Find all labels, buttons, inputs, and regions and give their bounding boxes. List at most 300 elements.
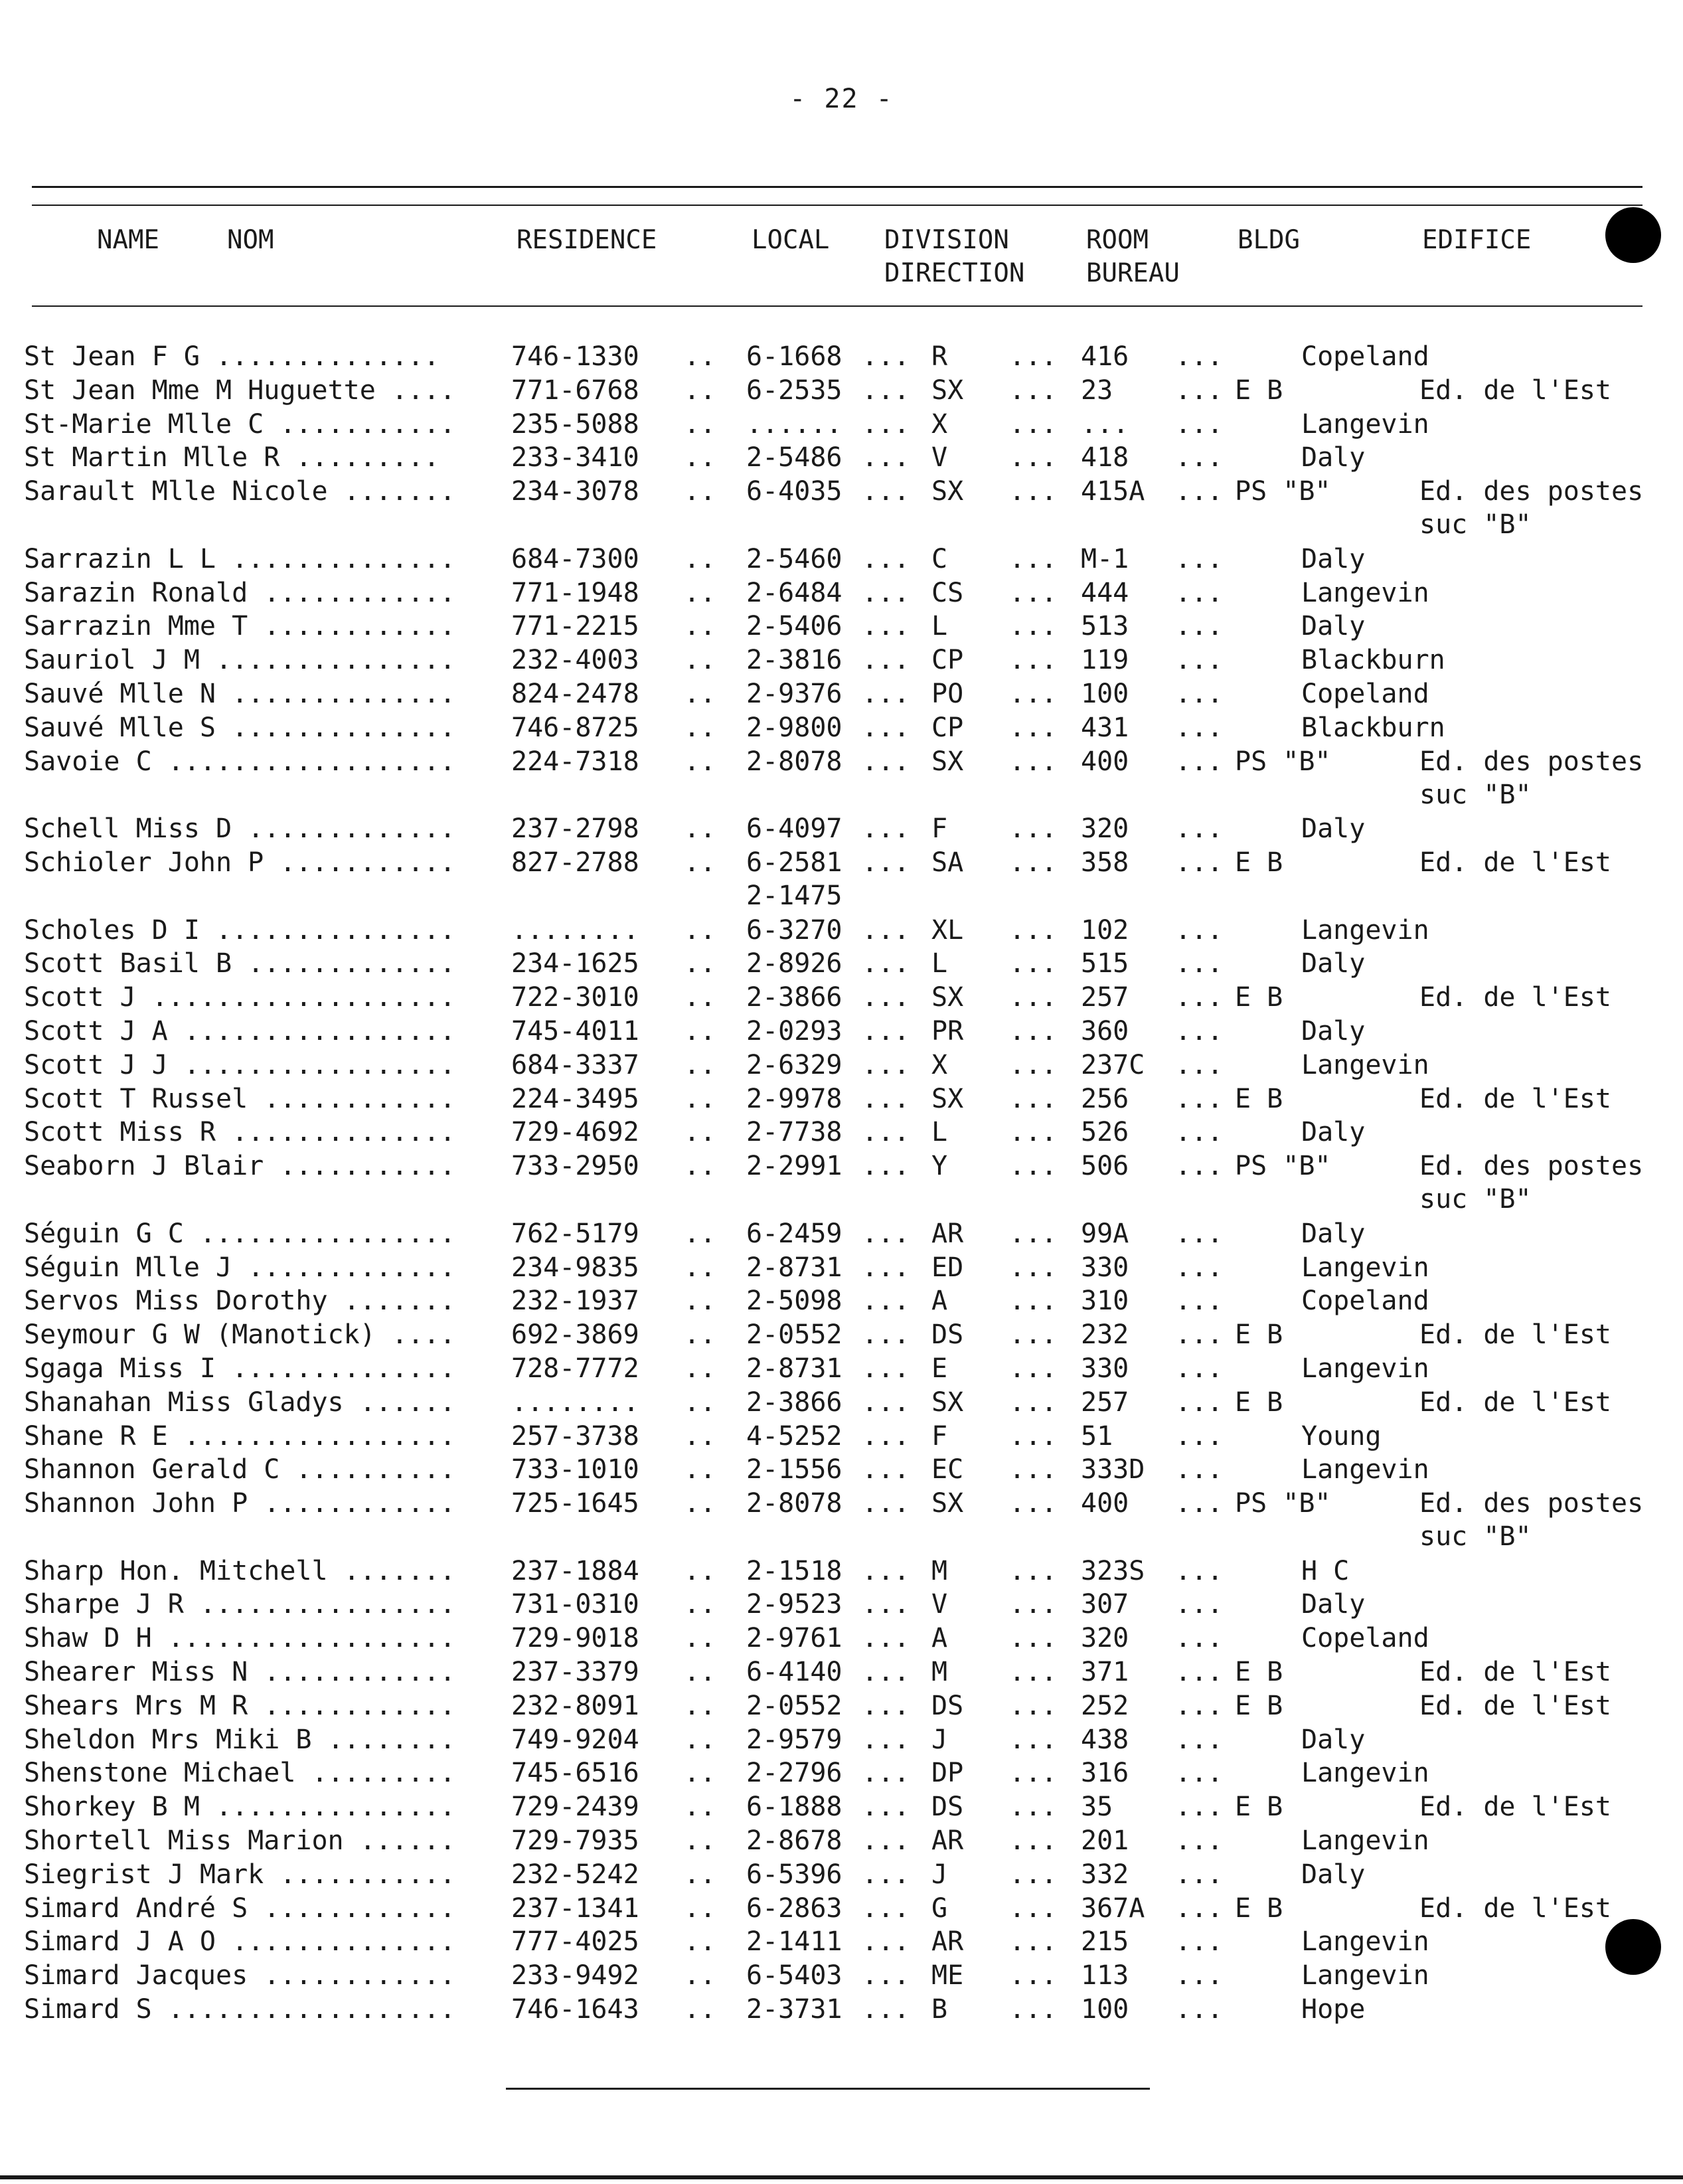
entry-name-text: Simard André S ............ — [24, 1892, 456, 1924]
entry-local — [746, 374, 842, 407]
entry-bldg — [1235, 846, 1283, 879]
entry-name-text: Sarrazin Mme T ............ — [24, 611, 456, 642]
leader-dots: ... — [1009, 1825, 1058, 1857]
entry-edifice-text: Daly — [1301, 1859, 1366, 1890]
entry-residence-text: 746-1643 — [511, 1994, 639, 2025]
leader-dots: ... — [1175, 577, 1224, 608]
entry-room — [1081, 1655, 1129, 1689]
entry-room-text: 431 — [1081, 712, 1129, 743]
entry-bldg-text: E B — [1235, 1892, 1283, 1924]
entry-local — [746, 643, 842, 677]
entry-division — [931, 1622, 947, 1655]
entry-residence-text: 232-4003 — [511, 645, 639, 676]
entry-name-text: Scott J A ................. — [24, 1015, 456, 1047]
entry-local-text: 6-2863 — [746, 1892, 842, 1924]
entry-division — [931, 677, 963, 711]
entry-local-text: 2-5460 — [746, 543, 842, 574]
entry-division — [931, 1554, 947, 1588]
entry-edifice-text: Langevin — [1301, 1353, 1429, 1384]
entry-division-text: SX — [931, 476, 964, 507]
entry-room — [1081, 1149, 1129, 1183]
entry-division — [931, 543, 947, 576]
entry-residence — [511, 1049, 639, 1082]
directory-row — [0, 1282, 1683, 1315]
entry-edifice-text: Blackburn — [1301, 645, 1445, 676]
entry-residence-text: 728-7772 — [511, 1353, 639, 1384]
entry-local-text: 2-9523 — [746, 1589, 842, 1620]
entry-name — [24, 1790, 475, 1823]
leader-dots: ... — [862, 341, 910, 372]
entry-room-text: 400 — [1081, 1488, 1129, 1519]
leader-dots: ... — [1009, 611, 1058, 642]
entry-residence-text: 745-6516 — [511, 1758, 639, 1789]
leader-dots: ... — [1009, 1319, 1058, 1351]
entry-residence-text: 234-1625 — [511, 948, 639, 979]
leader-dots: .. — [684, 1454, 716, 1485]
leader-dots: ... — [1175, 1892, 1224, 1924]
entry-residence-text: 233-3410 — [511, 442, 639, 473]
header-residence: RESIDENCE — [517, 225, 657, 255]
entry-name — [24, 1892, 475, 1925]
entry-division-text: SX — [931, 375, 964, 406]
entry-name — [24, 441, 475, 474]
entry-division — [931, 846, 963, 879]
entry-name — [24, 1959, 475, 1992]
leader-dots: .. — [684, 1555, 716, 1586]
entry-residence — [511, 1554, 639, 1588]
entry-local — [746, 475, 842, 508]
entry-edifice — [1301, 610, 1365, 643]
entry-name-text: Seaborn J Blair ........... — [24, 1151, 456, 1182]
entry-residence-text: 237-1341 — [511, 1892, 639, 1924]
header-bldg: BLDG — [1238, 225, 1300, 255]
entry-local — [746, 1554, 842, 1588]
directory-row — [0, 1821, 1683, 1855]
entry-residence-text: 771-1948 — [511, 577, 639, 608]
entry-division — [931, 1217, 963, 1250]
header-rule-bottom — [32, 305, 1643, 307]
entry-edifice-text: Daly — [1301, 1724, 1366, 1755]
entry-division-text: A — [931, 1286, 948, 1317]
entry-local-text: 6-1668 — [746, 341, 842, 372]
entry-edifice — [1301, 711, 1445, 744]
entry-division — [931, 1756, 963, 1790]
leader-dots: ... — [1175, 813, 1224, 845]
leader-dots: ... — [1009, 1892, 1058, 1924]
directory-row — [0, 1721, 1683, 1754]
entry-edifice-text: Daly — [1301, 543, 1366, 574]
entry-room — [1081, 1858, 1129, 1891]
entry-local-text: 2-9978 — [746, 1083, 842, 1114]
leader-dots: ... — [1009, 1792, 1058, 1823]
entry-edifice-text: Ed. de l'Est — [1419, 1690, 1611, 1721]
entry-residence — [511, 441, 639, 474]
entry-room — [1081, 1790, 1113, 1823]
entry-residence-text: 824-2478 — [511, 678, 639, 709]
entry-local — [746, 1116, 842, 1149]
entry-room — [1081, 543, 1129, 576]
entry-residence-text: 237-1884 — [511, 1555, 639, 1586]
leader-dots: .. — [684, 982, 716, 1013]
leader-dots: ... — [1175, 375, 1224, 406]
leader-dots: .. — [684, 611, 716, 642]
entry-residence — [511, 1453, 639, 1486]
entry-edifice-text: Langevin — [1301, 1960, 1429, 1991]
leader-dots: ... — [1009, 1488, 1058, 1519]
entry-residence — [511, 1015, 639, 1048]
entry-local-text: 6-2535 — [746, 375, 842, 406]
entry-residence — [511, 1689, 639, 1722]
leader-dots: ... — [862, 1589, 910, 1620]
directory-row — [0, 1585, 1683, 1619]
entry-name-text: Scholes D I ............... — [24, 914, 456, 946]
leader-dots: ... — [1175, 1151, 1224, 1182]
entry-edifice — [1301, 947, 1365, 980]
entry-local — [746, 1959, 842, 1992]
entry-division-text: SX — [931, 1488, 964, 1519]
entry-name-text: Simard J A O .............. — [24, 1926, 456, 1958]
entry-edifice-text: Ed. des postes — [1419, 476, 1644, 507]
entry-bldg-text: E B — [1235, 1690, 1283, 1721]
entry-local — [746, 1386, 842, 1419]
entry-local — [746, 1993, 842, 2026]
entry-name-text: Scott Miss R .............. — [24, 1117, 456, 1148]
entry-room-text: 256 — [1081, 1083, 1129, 1114]
directory-row — [0, 1653, 1683, 1687]
leader-dots: ... — [1175, 914, 1224, 946]
leader-dots: ... — [862, 408, 910, 440]
entry-bldg-text: E B — [1235, 1657, 1283, 1688]
entry-edifice-secondary: suc "B" — [1419, 779, 1532, 810]
entry-division-text: SA — [931, 847, 964, 878]
entry-edifice — [1301, 1959, 1429, 1992]
entry-name — [24, 1689, 475, 1722]
leader-dots: ... — [1175, 442, 1224, 473]
entry-edifice-text: Ed. des postes — [1419, 1151, 1644, 1182]
entry-local — [746, 1251, 842, 1284]
entry-residence — [511, 1790, 639, 1823]
entry-local-text: 2-6329 — [746, 1049, 842, 1080]
entry-room — [1081, 475, 1145, 508]
leader-dots: ... — [862, 1117, 910, 1148]
entry-edifice-secondary: suc "B" — [1419, 1521, 1532, 1553]
entry-room-text: ... — [1081, 408, 1129, 440]
entry-edifice-text: Langevin — [1301, 1758, 1429, 1789]
entry-name — [24, 1723, 475, 1756]
leader-dots: .. — [684, 1589, 716, 1620]
entry-division-text: Y — [931, 1151, 948, 1182]
leader-dots: ... — [1175, 1319, 1224, 1351]
leader-dots: .. — [684, 1825, 716, 1857]
entry-edifice-text: Copeland — [1301, 1286, 1429, 1317]
entry-name — [24, 1015, 475, 1048]
entry-room-text: 513 — [1081, 611, 1129, 642]
entry-bldg-text: PS "B" — [1235, 1151, 1331, 1182]
leader-dots: .. — [684, 408, 716, 440]
entry-residence — [511, 1082, 639, 1116]
entry-division-text: V — [931, 1589, 948, 1620]
entry-room — [1081, 1824, 1129, 1857]
entry-edifice — [1301, 408, 1429, 441]
leader-dots: ... — [862, 1386, 910, 1418]
entry-room — [1081, 1487, 1129, 1520]
leader-dots: .. — [684, 1252, 716, 1283]
leader-dots: ... — [1009, 1859, 1058, 1890]
entry-edifice-text: Daly — [1301, 1218, 1366, 1249]
entry-local — [746, 1217, 842, 1250]
entry-room — [1081, 1588, 1129, 1621]
entry-name — [24, 1993, 475, 2026]
entry-room — [1081, 441, 1129, 474]
entry-local-secondary: 2-1475 — [746, 880, 842, 911]
entry-local — [746, 1892, 842, 1925]
entry-local — [746, 677, 842, 711]
punch-hole-top — [1605, 207, 1661, 263]
entry-name — [24, 1116, 475, 1149]
entry-name-text: Seymour G W (Manotick) .... — [24, 1319, 456, 1351]
entry-room-text: 418 — [1081, 442, 1129, 473]
entry-bldg — [1235, 745, 1331, 778]
leader-dots: .. — [684, 375, 716, 406]
entry-division-text: A — [931, 1623, 948, 1654]
leader-dots: ... — [1009, 1926, 1058, 1958]
leader-dots: ... — [862, 1657, 910, 1688]
leader-dots: ... — [862, 611, 910, 642]
entry-local — [746, 610, 842, 643]
entry-room — [1081, 610, 1129, 643]
leader-dots: ... — [1175, 1286, 1224, 1317]
entry-room — [1081, 1049, 1145, 1082]
entry-division — [931, 1318, 963, 1351]
leader-dots: ... — [862, 982, 910, 1013]
entry-division-text: ME — [931, 1960, 964, 1991]
entry-division-text: X — [931, 1049, 948, 1080]
top-rule — [32, 186, 1643, 188]
entry-room-text: 444 — [1081, 577, 1129, 608]
entry-local-text: 6-4035 — [746, 476, 842, 507]
entry-residence — [511, 1487, 639, 1520]
entry-division — [931, 1824, 963, 1857]
header-local: LOCAL — [752, 225, 830, 255]
leader-dots: ... — [1175, 1859, 1224, 1890]
entry-edifice — [1301, 812, 1365, 845]
entry-name-text: Shannon John P ............ — [24, 1488, 456, 1519]
entry-name-text: St-Marie Mlle C ........... — [24, 408, 456, 440]
entry-division — [931, 576, 963, 610]
directory-row — [0, 1248, 1683, 1282]
entry-residence — [511, 1284, 639, 1317]
entry-residence — [511, 1251, 639, 1284]
entry-local — [746, 914, 842, 947]
entry-edifice — [1301, 1284, 1429, 1317]
entry-name-text: Shanahan Miss Gladys ...... — [24, 1386, 456, 1418]
entry-edifice-text: Daly — [1301, 1117, 1366, 1148]
entry-local — [746, 981, 842, 1014]
entry-residence-text: 749-9204 — [511, 1724, 639, 1755]
leader-dots: ... — [1009, 1151, 1058, 1182]
entry-edifice — [1301, 576, 1429, 610]
header-bureau: BUREAU — [1086, 258, 1180, 288]
entry-division-text: DP — [931, 1758, 964, 1789]
entry-local-text: 6-4097 — [746, 813, 842, 845]
leader-dots: ... — [1175, 982, 1224, 1013]
entry-edifice — [1301, 1420, 1381, 1453]
entry-residence-text: 729-2439 — [511, 1792, 639, 1823]
leader-dots: ... — [862, 375, 910, 406]
entry-residence — [511, 1892, 639, 1925]
entry-room-text: 257 — [1081, 1386, 1129, 1418]
leader-dots: ... — [1175, 1454, 1224, 1485]
entry-edifice — [1301, 441, 1365, 474]
leader-dots: ... — [1175, 1083, 1224, 1114]
entry-name-text: Sarazin Ronald ............ — [24, 577, 456, 608]
entry-edifice-text: Copeland — [1301, 678, 1429, 709]
leader-dots: ... — [862, 1353, 910, 1384]
leader-dots: ... — [862, 1758, 910, 1789]
entry-edifice-text: H C — [1301, 1555, 1350, 1586]
leader-dots: .. — [684, 1623, 716, 1654]
leader-dots: ... — [1175, 611, 1224, 642]
entry-name-text: Shaw D H .................. — [24, 1623, 456, 1654]
entry-room — [1081, 1217, 1129, 1250]
page-edge-rule — [0, 2175, 1683, 2179]
leader-dots: .. — [684, 746, 716, 777]
entry-residence — [511, 981, 639, 1014]
entry-local-text: 2-3731 — [746, 1994, 842, 2025]
directory-row — [0, 607, 1683, 641]
entry-room — [1081, 1352, 1129, 1385]
entry-edifice — [1301, 1217, 1365, 1250]
entry-name-text: Sharpe J R ................ — [24, 1589, 456, 1620]
entry-division — [931, 1420, 947, 1453]
entry-room-text: 113 — [1081, 1960, 1129, 1991]
leader-dots: ... — [1009, 1252, 1058, 1283]
entry-residence-text: 771-6768 — [511, 375, 639, 406]
entry-residence — [511, 1149, 639, 1183]
directory-row — [0, 944, 1683, 978]
entry-division-text: AR — [931, 1825, 964, 1857]
entry-local — [746, 846, 842, 912]
entry-local-text: 2-0552 — [746, 1319, 842, 1351]
entry-residence-text: 232-1937 — [511, 1286, 639, 1317]
leader-dots: ... — [1175, 1589, 1224, 1620]
entry-room — [1081, 576, 1129, 610]
entry-residence — [511, 340, 639, 373]
entry-name — [24, 1284, 475, 1317]
entry-residence — [511, 1824, 639, 1857]
entry-division — [931, 812, 947, 845]
header-edifice: EDIFICE — [1422, 225, 1532, 255]
leader-dots: ... — [1175, 341, 1224, 372]
entry-edifice-text: Ed. de l'Est — [1419, 1792, 1611, 1823]
entry-edifice — [1301, 1723, 1365, 1756]
entry-name — [24, 643, 475, 677]
entry-residence — [511, 1858, 639, 1891]
entry-division — [931, 745, 963, 778]
entry-bldg — [1235, 1655, 1283, 1689]
leader-dots: ... — [1175, 1218, 1224, 1249]
entry-bldg — [1235, 475, 1331, 508]
leader-dots: ... — [1009, 1758, 1058, 1789]
leader-dots: ... — [1009, 712, 1058, 743]
leader-dots: ... — [1175, 1015, 1224, 1047]
entry-residence — [511, 1993, 639, 2026]
entry-room-text: 333D — [1081, 1454, 1145, 1485]
leader-dots: ... — [1175, 1353, 1224, 1384]
entry-name-text: Séguin Mlle J ............. — [24, 1252, 456, 1283]
entry-room — [1081, 677, 1129, 711]
entry-name — [24, 340, 475, 373]
entry-room-text: 371 — [1081, 1657, 1129, 1688]
entry-name — [24, 1352, 475, 1385]
entry-room-text: 415A — [1081, 476, 1145, 507]
entry-edifice — [1301, 643, 1445, 677]
leader-dots: ... — [1175, 847, 1224, 878]
entry-name-text: Shortell Miss Marion ...... — [24, 1825, 456, 1857]
entry-name — [24, 1655, 475, 1689]
directory-row — [0, 438, 1683, 472]
entry-room — [1081, 1622, 1129, 1655]
bottom-rule — [506, 2088, 1150, 2090]
entry-bldg-text: PS "B" — [1235, 476, 1331, 507]
entry-local — [746, 1723, 842, 1756]
leader-dots: .. — [684, 1690, 716, 1721]
leader-dots: ... — [862, 1825, 910, 1857]
entry-residence-text: 234-3078 — [511, 476, 639, 507]
entry-name — [24, 408, 475, 441]
leader-dots: ... — [1009, 1623, 1058, 1654]
leader-dots: ... — [1009, 408, 1058, 440]
leader-dots: ... — [1009, 1454, 1058, 1485]
directory-row — [0, 405, 1683, 439]
entry-name-text: Scott T Russel ............ — [24, 1083, 456, 1114]
entry-local — [746, 1453, 842, 1486]
entry-division-text: CS — [931, 577, 964, 608]
entry-edifice-text: Hope — [1301, 1994, 1366, 2025]
entry-residence — [511, 1318, 639, 1351]
directory-row — [0, 1855, 1683, 1889]
entry-residence-text: 237-2798 — [511, 813, 639, 845]
directory-row — [0, 1484, 1683, 1552]
header-name: NAME — [97, 225, 159, 255]
directory-row — [0, 742, 1683, 810]
leader-dots: ... — [1175, 712, 1224, 743]
entry-residence-text: 257-3738 — [511, 1420, 639, 1452]
leader-dots: ... — [1009, 678, 1058, 709]
entry-local — [746, 543, 842, 576]
entry-name-text: Shenstone Michael ......... — [24, 1758, 456, 1789]
leader-dots: ... — [1009, 543, 1058, 574]
entry-division — [931, 1251, 963, 1284]
entry-name-text: St Jean Mme M Huguette .... — [24, 375, 456, 406]
leader-dots: .. — [684, 678, 716, 709]
entry-division — [931, 914, 963, 947]
entry-name — [24, 1082, 475, 1116]
entry-room — [1081, 1082, 1129, 1116]
entry-residence — [511, 1217, 639, 1250]
directory-row — [0, 1552, 1683, 1586]
entry-edifice-secondary: suc "B" — [1419, 1184, 1532, 1215]
entry-residence — [511, 475, 639, 508]
leader-dots: ... — [1009, 1724, 1058, 1755]
entry-edifice-text: Ed. de l'Est — [1419, 1657, 1611, 1688]
leader-dots: .. — [684, 341, 716, 372]
entry-name — [24, 1588, 475, 1621]
leader-dots: ... — [1175, 1758, 1224, 1789]
entry-division-text: ED — [931, 1252, 964, 1283]
entry-local-text: 2-9761 — [746, 1623, 842, 1654]
entry-edifice-text: Blackburn — [1301, 712, 1445, 743]
